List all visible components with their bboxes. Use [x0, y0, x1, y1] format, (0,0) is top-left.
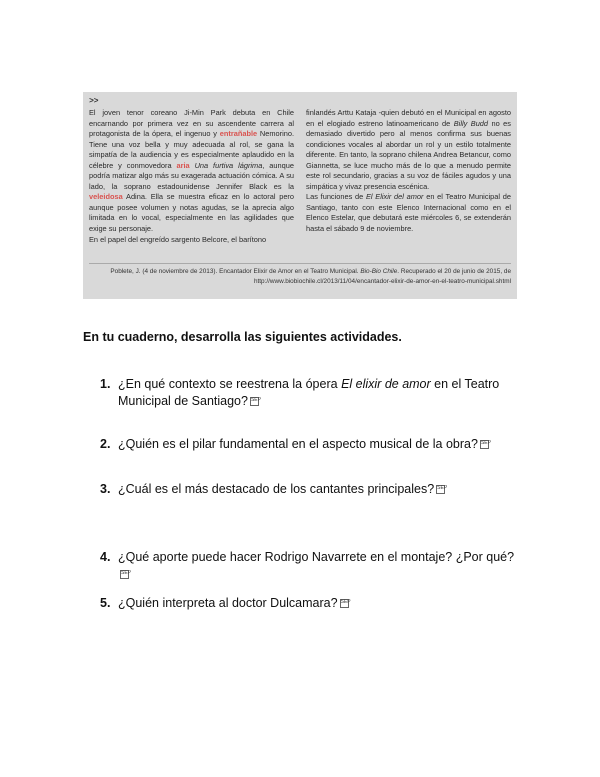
question-item — [100, 549, 520, 583]
citation — [97, 267, 511, 287]
excerpt-paragraph — [306, 192, 511, 234]
italic-title: El Elixir del amor — [365, 192, 424, 202]
italic-title: El elixir de amor — [341, 377, 431, 391]
separator-glyph-icon: SEP — [340, 599, 349, 608]
separator-glyph-icon: SEP — [436, 485, 445, 494]
separator-glyph-icon: SEP — [120, 570, 129, 579]
highlight-word: entrañable — [219, 129, 258, 139]
text-run: , aunque podría matizar algo más su exagerada actuación cómica. A su lado, la soprano estadounidense Jennifer Black es la — [89, 160, 294, 191]
question-text — [118, 376, 520, 410]
text-run: Adina. Ella se muestra eficaz en lo actoral pero aunque posee volumen y notas agudas, se la aprecia algo limitada en lo vocal, especialmente en las agilidades que exige su personaje. — [89, 192, 294, 234]
citation-text: . Recuperado el 20 de junio de 2015, de http://www.biobiochile.cl/2013/11/04/encantador-elixir-de-amor-en-el-teatro-municipal.shtml — [253, 268, 511, 285]
question-item — [100, 376, 520, 410]
separator-glyph-icon: SEP — [480, 440, 489, 449]
excerpt-column-right — [306, 108, 511, 245]
italic-title: Una furtiva lágrima — [194, 160, 263, 170]
question-number: 1. — [100, 377, 111, 391]
question-number: 4. — [100, 550, 111, 564]
question-text — [118, 481, 520, 498]
excerpt-paragraph: En el papel del engreído sargento Belcore, el barítono — [89, 234, 267, 244]
highlight-word: veleidosa — [89, 192, 123, 202]
text-run: en el Teatro Municipal de Santiago? — [118, 377, 500, 408]
highlight-word: aria — [176, 160, 190, 170]
text-run: Las funciones de — [306, 192, 366, 202]
citation-source: Bio-Bio Chile — [360, 268, 398, 275]
text-run: ¿Qué aporte puede hacer Rodrigo Navarrete en el montaje? ¿Por qué? — [118, 550, 515, 564]
excerpt-column-left — [89, 108, 294, 245]
excerpt-paragraph — [306, 108, 511, 192]
text-run: El joven tenor coreano Ji-Min Park debuta en Chile encarnando por primera vez en su ascendente carrera al protagonista de la ópera, el ingenuo y — [89, 108, 294, 139]
article-excerpt-image — [83, 92, 517, 299]
text-run: finlandés Arttu Kataja -quien debutó en el Municipal en agosto en el elogiado estreno latinoamericano de — [306, 108, 511, 128]
question-text — [118, 595, 520, 612]
text-run: no es demasiado divertido pero al menos confirma sus buenas condiciones vocales al abordar un rol y un estilo totalmente diferente. En tanto, la soprano chilena Andrea Betancur, como Giannetta, se luce mucho más de lo que a menudo permite este rol secundario, gracias a su voz de fáciles agudos y una simpática y vivaz presencia escénica. — [306, 118, 511, 191]
text-run: ¿Quién es el pilar fundamental en el aspecto musical de la obra? — [118, 437, 478, 451]
italic-title: Billy Budd — [453, 118, 489, 128]
text-run: ¿Quién interpreta al doctor Dulcamara? — [118, 596, 338, 610]
question-item — [100, 595, 520, 612]
citation-text: Poblete, J. (4 de noviembre de 2013). Encantador Elixir de Amor en el Teatro Municipal. — [110, 268, 361, 275]
separator-glyph-icon: SEP — [250, 397, 259, 406]
text-run: Nemorino. Tiene una voz bella y muy adecuada al rol, se gana la simpatía de la audiencia y es especialmente aplaudido en la célebre y conmovedora — [89, 129, 295, 170]
question-number: 3. — [100, 482, 111, 496]
excerpt-divider — [89, 263, 511, 264]
question-number: 2. — [100, 437, 111, 451]
text-run: ¿Cuál es el más destacado de los cantantes principales? — [118, 482, 435, 496]
question-text — [118, 549, 520, 583]
question-text — [118, 436, 520, 453]
excerpt-paragraph — [89, 108, 294, 235]
chevron-marker: >> — [89, 96, 99, 105]
text-run: en el Teatro Municipal de Santiago, tanto con este Elenco Internacional como en el Elenco Estelar, que debutará este miércoles 6, se extenderán hasta el sábado 9 de noviembre. — [306, 192, 511, 234]
instructions-heading: En tu cuaderno, desarrolla las siguientes actividades. — [83, 330, 402, 344]
excerpt-columns — [89, 108, 511, 245]
question-number: 5. — [100, 596, 111, 610]
question-item — [100, 481, 520, 498]
question-item — [100, 436, 520, 453]
text-run: ¿En qué contexto se reestrena la ópera — [118, 377, 342, 391]
